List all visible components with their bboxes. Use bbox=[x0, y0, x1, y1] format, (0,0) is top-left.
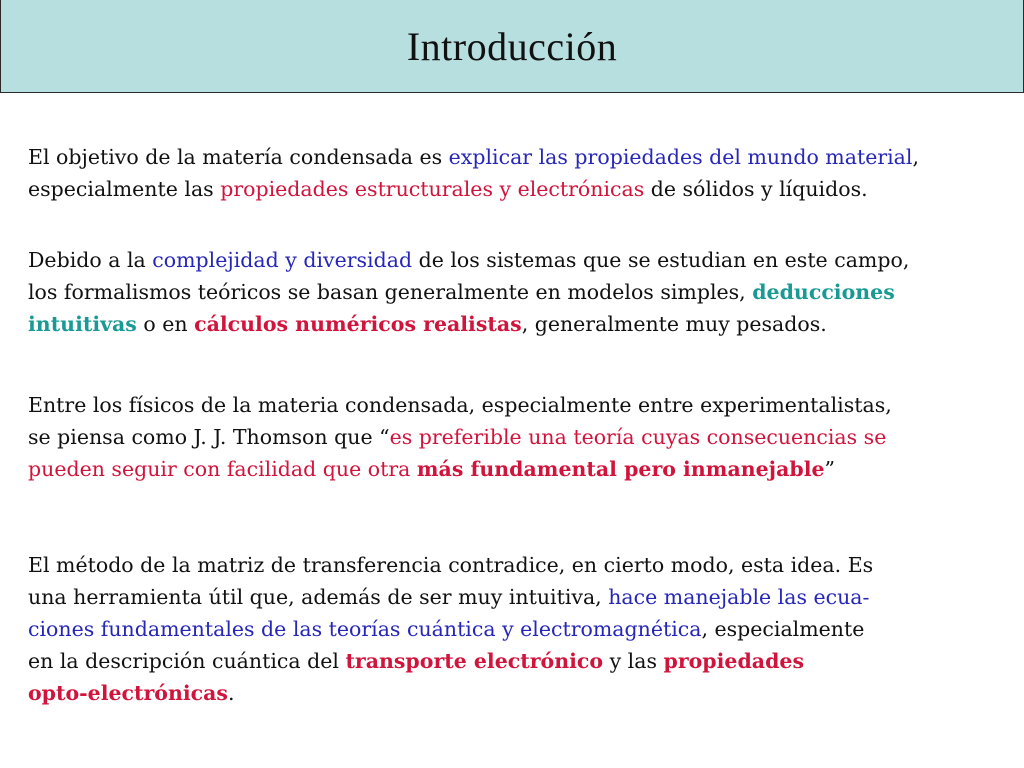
highlight-teal: intuitivas bbox=[28, 312, 137, 336]
paragraph-transfer-matrix bbox=[28, 549, 1003, 709]
highlight-teal: deducciones bbox=[752, 280, 895, 304]
highlight-blue: complejidad y diversidad bbox=[152, 248, 413, 272]
highlight-red: opto-electrónicas bbox=[28, 681, 228, 705]
text-span: El objetivo de la matería condensada es bbox=[28, 145, 449, 169]
quote-red: es preferible una teoría cuyas consecuencias se bbox=[389, 425, 887, 449]
text-span: , bbox=[912, 145, 919, 169]
text-span: o en bbox=[136, 312, 195, 336]
highlight-blue: ciones fundamentales de las teorías cuántica y electromagnética bbox=[28, 617, 702, 641]
text-span: , generalmente muy pesados. bbox=[521, 312, 827, 336]
highlight-red: propiedades bbox=[663, 649, 804, 673]
highlight-blue: hace manejable las ecua- bbox=[608, 585, 870, 609]
highlight-red: propiedades estructurales y electrónicas bbox=[220, 177, 645, 201]
text-span: Entre los físicos de la materia condensada, especialmente entre experimentalistas, bbox=[28, 393, 892, 417]
text-span: Debido a la bbox=[28, 248, 153, 272]
text-span: los formalismos teóricos se basan generalmente en modelos simples, bbox=[28, 280, 753, 304]
text-span: . bbox=[227, 681, 235, 705]
text-span: de sólidos y líquidos. bbox=[644, 177, 868, 201]
title-bar bbox=[0, 0, 1024, 93]
paragraph-objective bbox=[28, 141, 1003, 205]
highlight-red: cálculos numéricos realistas bbox=[194, 312, 522, 336]
text-span: El método de la matriz de transferencia contradice, en cierto modo, esta idea. Es bbox=[28, 553, 874, 577]
highlight-blue: explicar las propiedades del mundo material bbox=[448, 145, 913, 169]
highlight-red: transporte electrónico bbox=[345, 649, 604, 673]
text-span: se piensa como J. J. Thomson que “ bbox=[28, 425, 390, 449]
text-span: , especialmente bbox=[701, 617, 865, 641]
text-span: en la descripción cuántica del bbox=[28, 649, 346, 673]
paragraph-thomson bbox=[28, 389, 1003, 485]
highlight-red: más fundamental pero inmanejable bbox=[416, 457, 825, 481]
slide-title: Introducción bbox=[406, 23, 618, 69]
text-span: una herramienta útil que, además de ser muy intuitiva, bbox=[28, 585, 609, 609]
text-span: ” bbox=[824, 457, 836, 481]
paragraph-complexity bbox=[28, 244, 1003, 340]
text-span: de los sistemas que se estudian en este campo, bbox=[412, 248, 910, 272]
text-span: y las bbox=[603, 649, 664, 673]
quote-red: pueden seguir con facilidad que otra bbox=[28, 457, 417, 481]
text-span: especialmente las bbox=[28, 177, 221, 201]
